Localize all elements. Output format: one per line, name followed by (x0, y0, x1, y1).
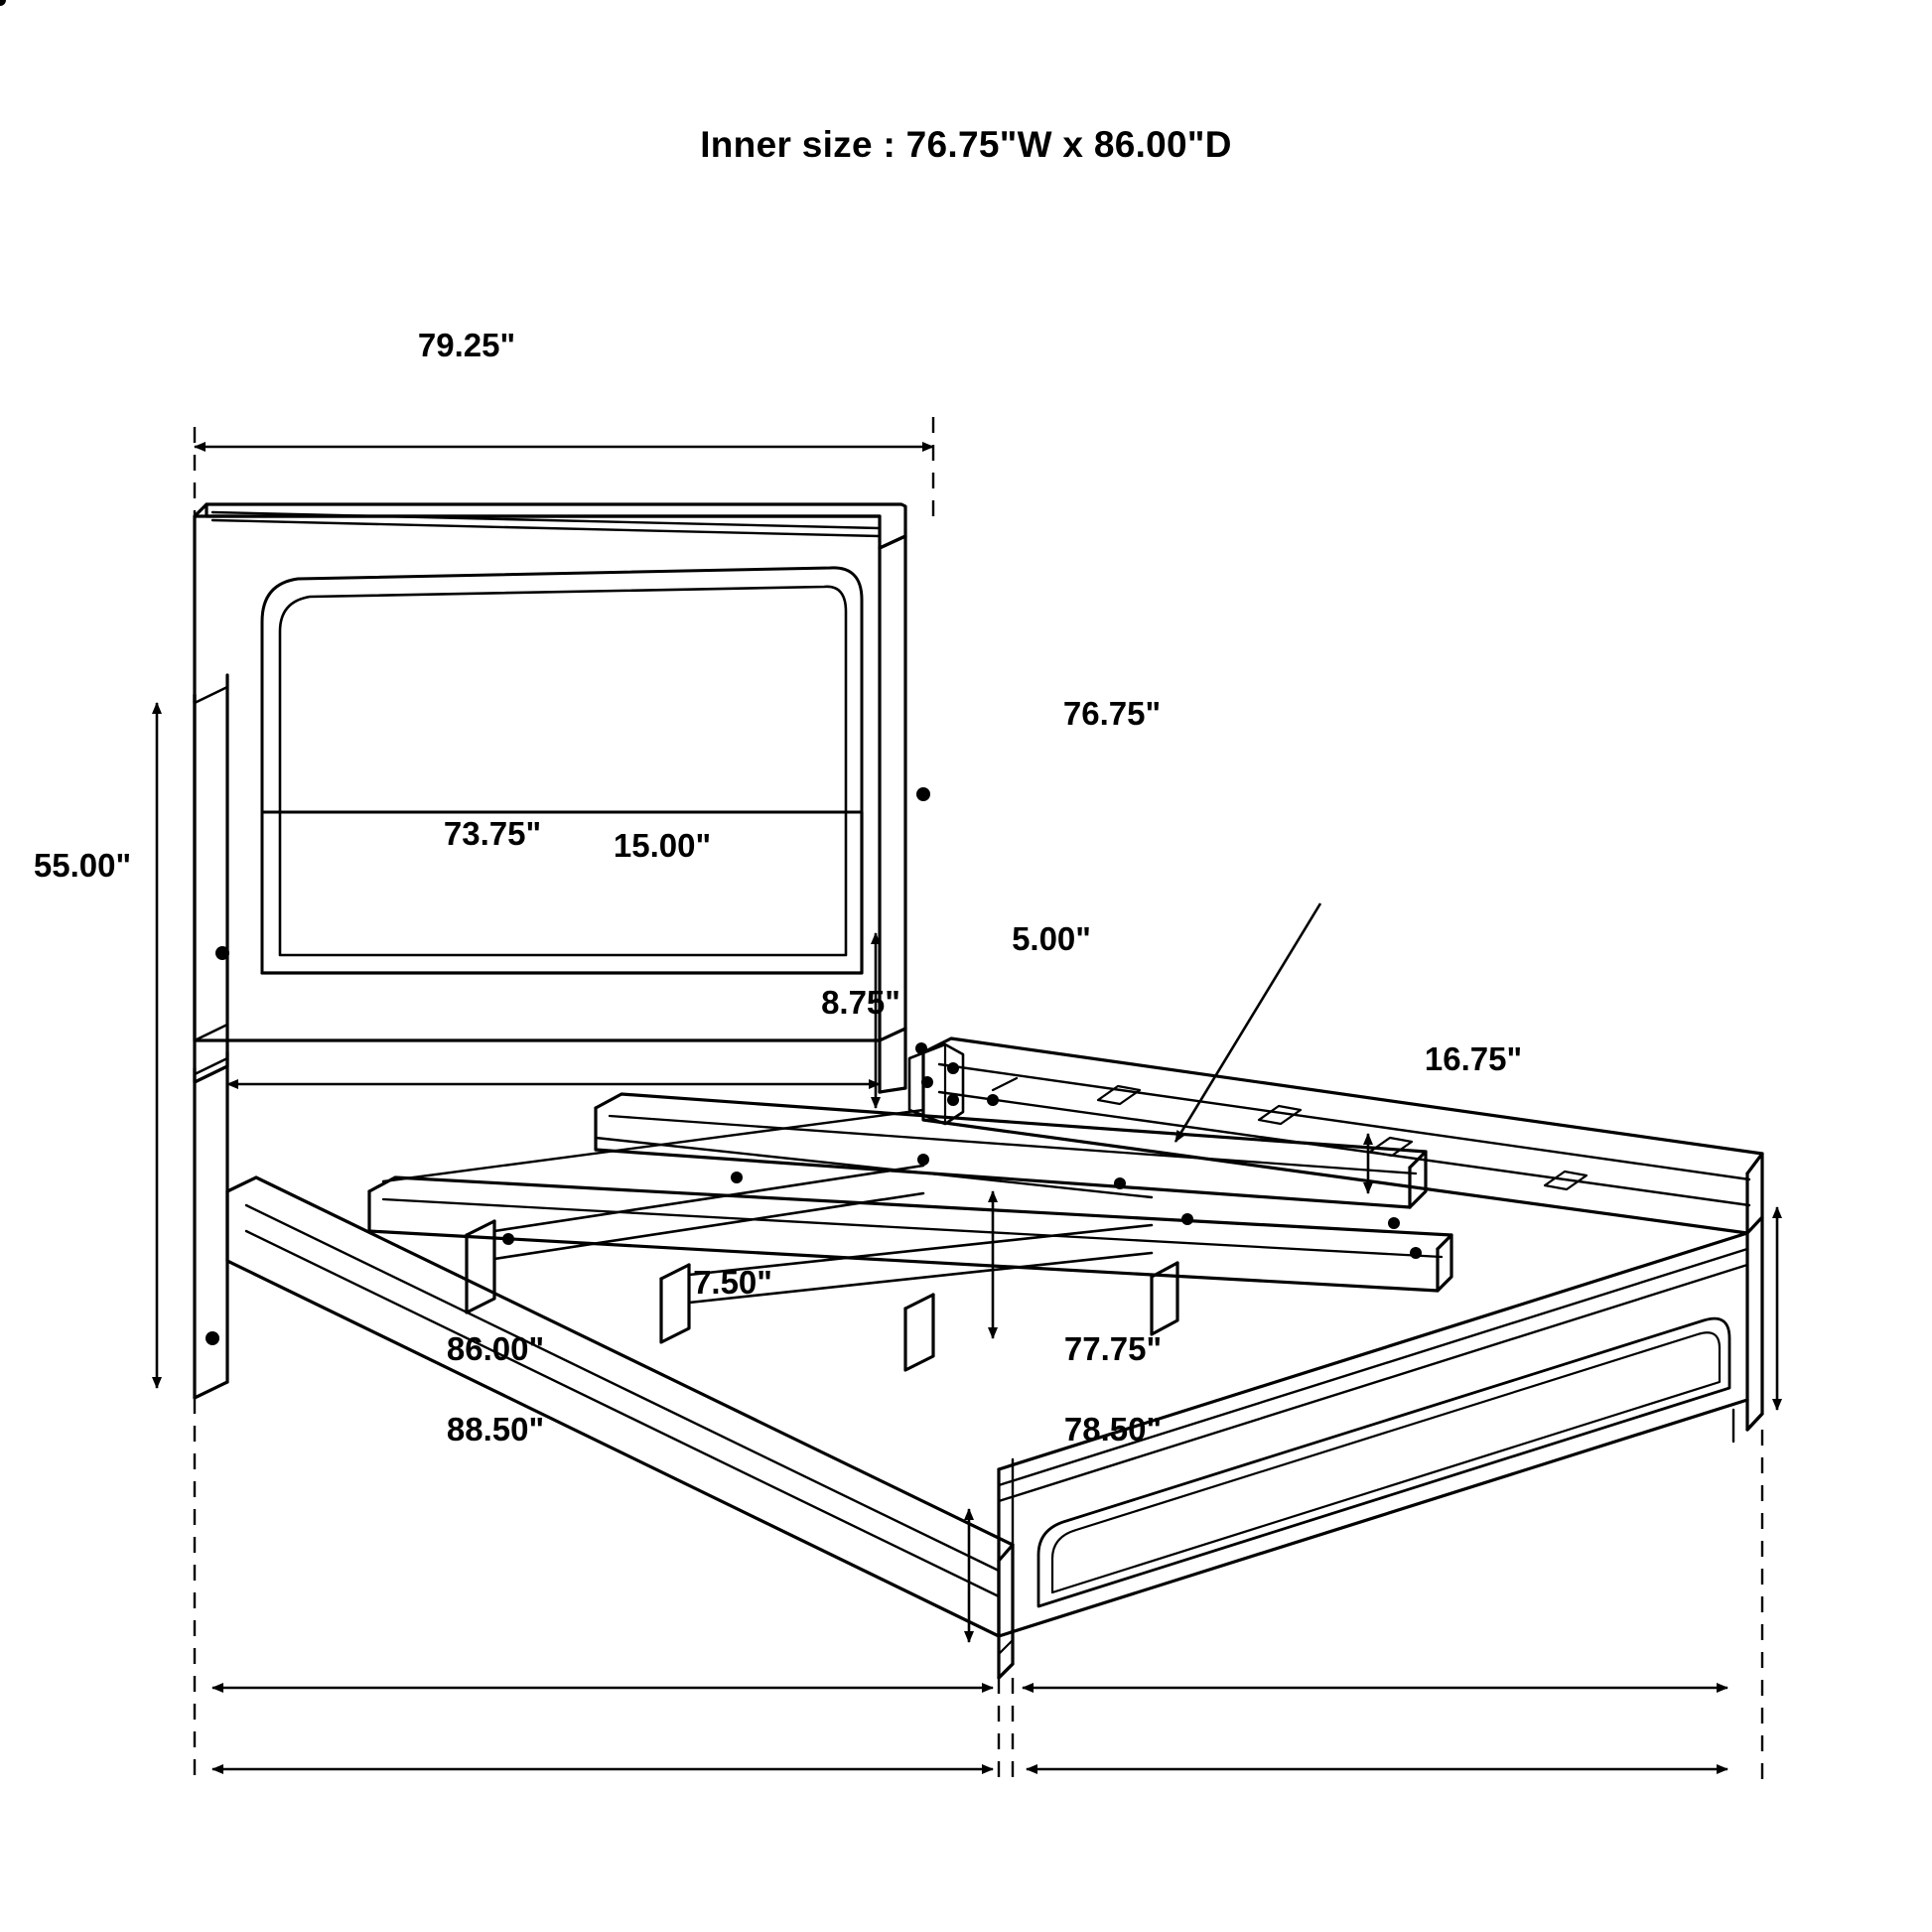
dim-label-footboard-clearance: 7.50" (693, 1264, 772, 1301)
page-title: Inner size : 76.75"W x 86.00"D (700, 124, 1232, 165)
dim-label-inner-width-callout: 76.75" (1062, 695, 1162, 732)
dim-label-headboard-inner-width: 73.75" (443, 815, 542, 852)
dim-label-rail-to-headboard-top: 15.00" (613, 827, 712, 864)
dim-label-overall-depth: 88.50" (446, 1411, 545, 1448)
dim-label-footboard-height: 16.75" (1424, 1040, 1523, 1077)
dim-label-deck-height: 8.75" (821, 984, 900, 1021)
dim-label-overall-height: 55.00" (33, 847, 132, 884)
dim-label-slat-height: 5.00" (1012, 920, 1091, 957)
dim-label-inner-depth: 86.00" (446, 1330, 545, 1367)
dim-label-footboard-width: 77.75" (1063, 1330, 1163, 1367)
dim-label-headboard-width: 79.25" (417, 327, 516, 363)
dim-label-overall-width: 78.50" (1063, 1411, 1163, 1448)
